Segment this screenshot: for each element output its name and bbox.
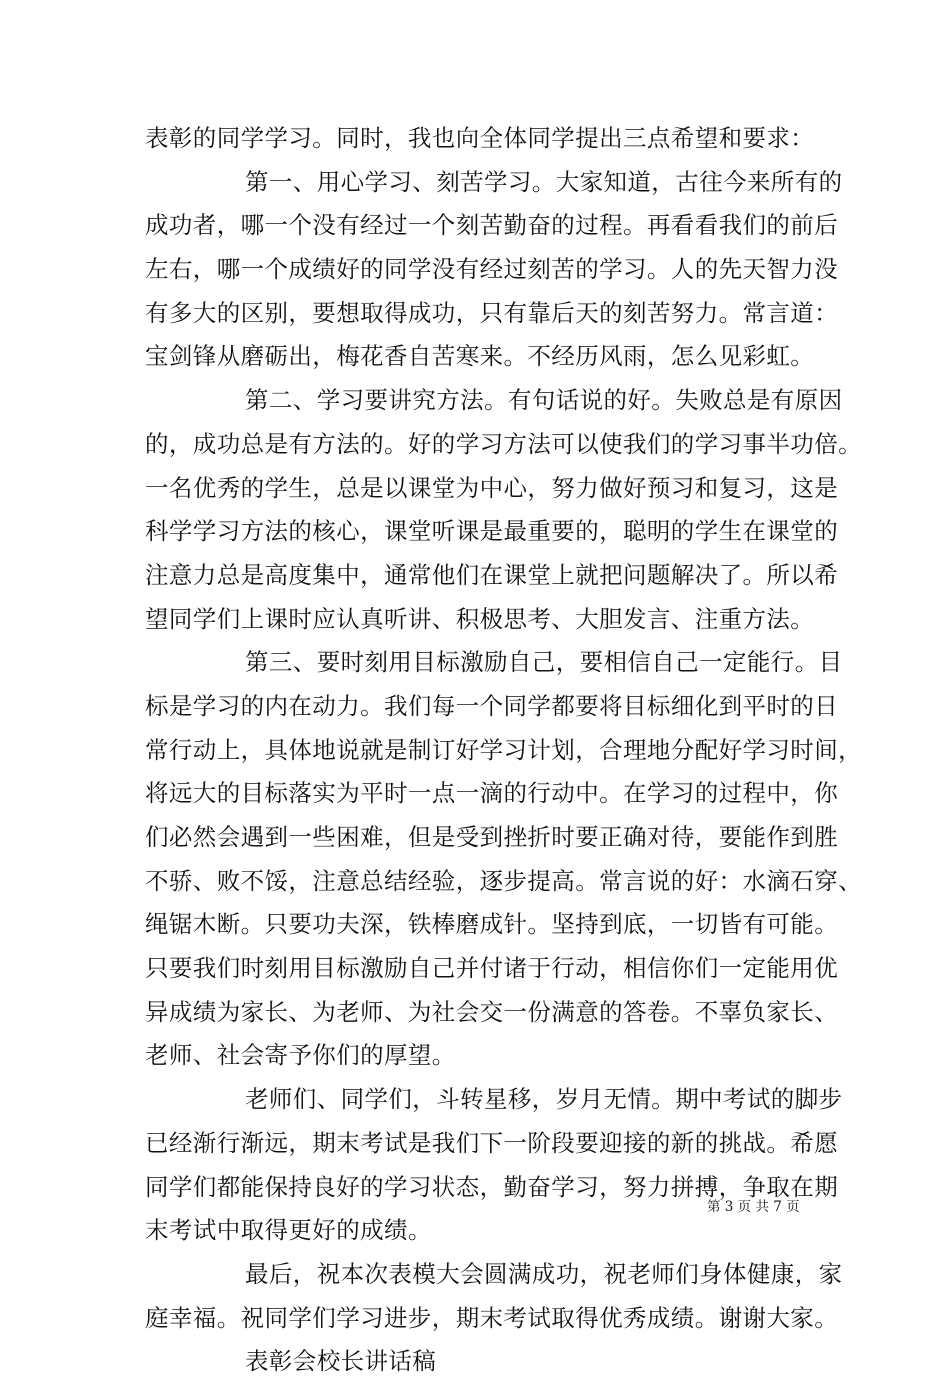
text-line: 注意力总是高度集中，通常他们在课堂上就把问题解决了。所以希 [145, 560, 839, 589]
text-line: 标是学习的内在动力。我们每一个同学都要将目标细化到平时的日 [145, 691, 839, 720]
text-line: 的，成功总是有方法的。好的学习方法可以使我们的学习事半功倍。 [145, 429, 862, 458]
text-line: 望同学们上课时应认真听讲、积极思考、大胆发言、注重方法。 [145, 604, 815, 633]
text-line: 只要我们时刻用目标激励自己并付诸于行动，相信你们一定能用优 [145, 954, 839, 983]
page-number: 第 3 页 共 7 页 [707, 1199, 800, 1215]
text-line: 同学们都能保持良好的学习状态，勤奋学习，努力拼搏，争取在期 [145, 1172, 839, 1201]
text-line: 庭幸福。祝同学们学习进步，期末考试取得优秀成绩。谢谢大家。 [145, 1303, 839, 1332]
paragraph-first-line: 第二、学习要讲究方法。有句话说的好。失败总是有原因 [245, 386, 843, 415]
text-line: 将远大的目标落实为平时一点一滴的行动中。在学习的过程中，你 [145, 779, 839, 808]
text-line: 末考试中取得更好的成绩。 [145, 1216, 432, 1245]
paragraph-first-line: 第一、用心学习、刻苦学习。大家知道，古往今来所有的 [245, 167, 843, 196]
paragraph-first-line: 最后，祝本次表模大会圆满成功，祝老师们身体健康，家 [245, 1259, 843, 1288]
text-line: 一名优秀的学生，总是以课堂为中心，努力做好预习和复习，这是 [145, 473, 839, 502]
text-line: 老师、社会寄予你们的厚望。 [145, 1041, 456, 1070]
document-title-line: 表彰会校长讲话稿 [245, 1347, 437, 1376]
paragraph-first-line: 老师们、同学们，斗转星移，岁月无情。期中考试的脚步 [245, 1085, 843, 1114]
text-line: 左右，哪一个成绩好的同学没有经过刻苦的学习。人的先天智力没 [145, 255, 839, 284]
text-line: 不骄、败不馁，注意总结经验，逐步提高。常言说的好：水滴石穿、 [145, 866, 862, 895]
body-text [145, 117, 862, 1384]
text-line: 有多大的区别，要想取得成功，只有靠后天的刻苦努力。常言道： [145, 298, 839, 327]
text-line: 科学学习方法的核心，课堂听课是最重要的，聪明的学生在课堂的 [145, 517, 839, 546]
text-line: 异成绩为家长、为老师、为社会交一份满意的答卷。不辜负家长、 [145, 997, 839, 1026]
paragraph-first-line: 第三、要时刻用目标激励自己，要相信自己一定能行。目 [245, 648, 843, 677]
text-line: 已经渐行渐远，期末考试是我们下一阶段要迎接的新的挑战。希愿 [145, 1128, 839, 1157]
text-line: 宝剑锋从磨砺出，梅花香自苦寒来。不经历风雨，怎么见彩虹。 [145, 342, 815, 371]
text-line: 们必然会遇到一些困难，但是受到挫折时要正确对待，要能作到胜 [145, 823, 839, 851]
text-line: 表彰的同学学习。同时，我也向全体同学提出三点希望和要求： [145, 124, 815, 152]
text-line: 常行动上，具体地说就是制订好学习计划，合理地分配好学习时间， [145, 735, 862, 764]
text-line: 成功者，哪一个没有经过一个刻苦勤奋的过程。再看看我们的前后 [145, 211, 839, 240]
text-line: 绳锯木断。只要功夫深，铁棒磨成针。坚持到底，一切皆有可能。 [145, 910, 839, 939]
